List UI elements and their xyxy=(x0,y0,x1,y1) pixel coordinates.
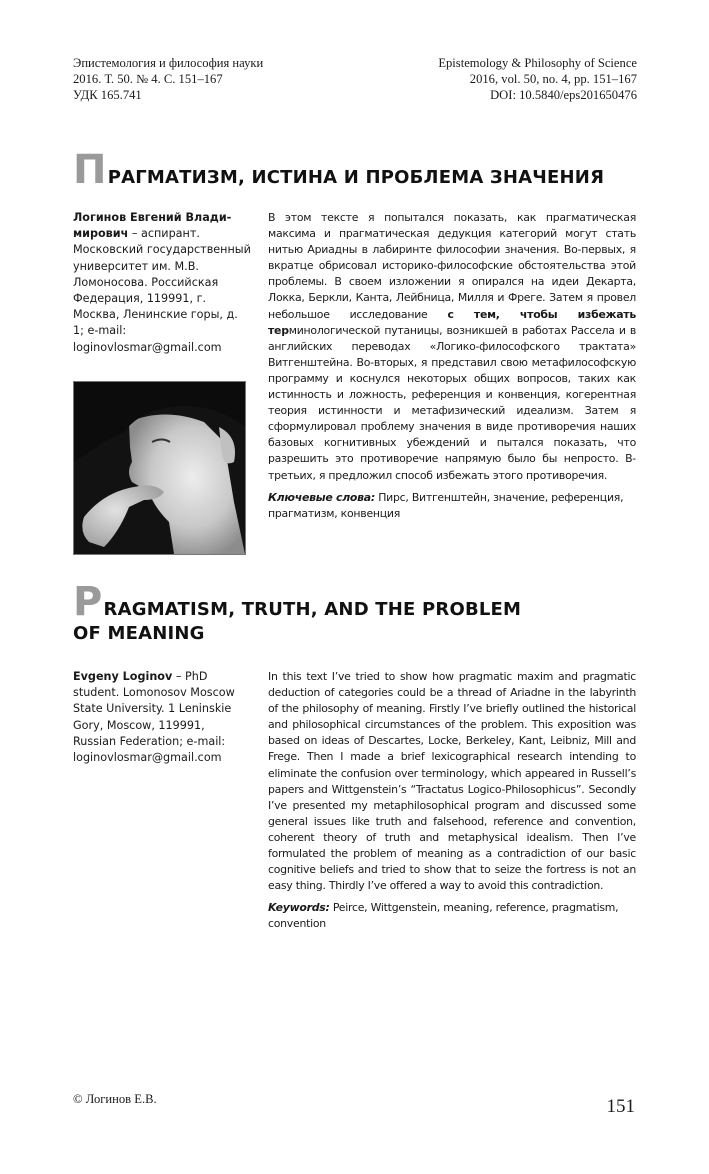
page-number: 151 xyxy=(606,1096,635,1117)
abstract-ru-bold: с тем, чтобы избежать тер xyxy=(268,307,636,337)
title-ru-initial: П xyxy=(73,147,107,193)
abstract-en-text: In this text I’ve tried to show how pragmatic maxim and pragmatic deduction of categories could be a thread of Ariadne in the labyrinth of the philosophy of meaning. Firstly I’ve briefly outlined the historical and philosophical circumstances of the problem. This exposition was based on ideas of Descartes, Locke, Berkeley, Kant, Leibniz, Mill and Frege. Then I made a brief lexicographical research intending to eliminate the confusion over terminology, which appeared in Russell’s papers and Wittgenstein’s “Tractatus Logico-Philosophicus”. Secondly I’ve presented my metaphilosophical program and discussed some general issues like truth and falsehood, reference and convention, coherent theory of truth and metaphysical idealism. Then I’ve formulated the problem of meaning as a contradiction of our basic cognitive beliefs and tried to show that to seize the fortress is not an easy thing. Thirdly I’ve offered a way to avoid this contradiction. xyxy=(268,670,636,893)
keywords-ru-list: Пирс, Витгенштейн, значение, референция, прагматизм, конвенция xyxy=(268,490,624,520)
author-affiliation-en: – PhD student. Lomonosov Moscow State University. 1 Leninskie Gory, Moscow, 119991, Russian Federation; e-mail: loginovlosmar@gmail.com xyxy=(73,670,235,765)
journal-title-ru: Эпистемология и философия науки xyxy=(73,56,264,70)
author-name-ru: Логинов Евгений Влади-мирович xyxy=(73,211,232,241)
udc-code: УДК 165.741 xyxy=(73,88,142,102)
doi[interactable]: DOI: 10.5840/eps201650476 xyxy=(490,88,637,102)
author-affiliation-ru: – аспирант. Московский государственный университет им. М.В. Ломоносова. Российская Федерация, 119991, г. Москва, Ленинские горы, д. 1; e-mail: loginovlosmar@gmail.com xyxy=(73,227,251,354)
title-ru-text: РАГМАТИЗМ, ИСТИНА И ПРОБЛЕМА ЗНАЧЕНИЯ xyxy=(107,167,605,188)
copyright: © Логинов Е.В. xyxy=(73,1092,157,1106)
title-ru xyxy=(73,147,605,193)
author-info-en xyxy=(73,669,251,766)
title-en xyxy=(73,579,522,647)
author-photo xyxy=(73,381,246,555)
abstract-en xyxy=(268,669,636,933)
abstract-ru xyxy=(268,210,636,522)
abstract-ru-part2: минологической путаницы, возникшей в работах Рассела и в английских переводах «Логико-философского трактата» Витгенштейна. Во-вторых, я представил свою метафилософскую программу и коснулся некоторых общих вопросов, таких как истинность и ложность, референция и конвенция, когерентная теория истинности и метафизический идеализм. Затем я сформулировал проблему значения в виде противоречия наших базовых когнитивных убеждений и пытался показать, что разрешить это противоречие напрямую было бы непросто. В-третьих, я предложил способ избежать этого противоречия. xyxy=(268,323,636,482)
title-en-line2: OF MEANING xyxy=(73,623,205,644)
header-right xyxy=(438,55,637,103)
issue-info-ru: 2016. Т. 50. № 4. С. 151–167 xyxy=(73,72,223,86)
abstract-ru-part1: В этом тексте я попытался показать, как прагматическая максима и прагматическая дедукция категорий могут стать нитью Ариадны в лабиринте философии значения. Во-первых, я вкратце обрисовал историко-философские обстоятельства этой проблемы. В своем изложении я опирался на идеи Декарта, Локка, Беркли, Канта, Лейбница, Милля и Фреге. Затем я провел небольшое исследование xyxy=(268,211,636,321)
issue-info-en: 2016, vol. 50, no. 4, pp. 151–167 xyxy=(469,72,637,86)
journal-title-en: Epistemology & Philosophy of Science xyxy=(438,56,637,70)
title-en-text: RAGMATISM, TRUTH, AND THE PROBLEM xyxy=(103,599,522,620)
abstract-ru-text xyxy=(268,210,636,484)
keywords-en xyxy=(268,900,636,932)
title-en-initial: P xyxy=(73,579,103,625)
portrait-image xyxy=(74,382,245,554)
keywords-ru-label: Ключевые слова: xyxy=(268,490,376,504)
keywords-en-label: Keywords: xyxy=(268,901,330,915)
author-info-ru xyxy=(73,210,251,356)
keywords-ru xyxy=(268,490,636,522)
keywords-en-list: Peirce, Wittgenstein, meaning, reference, pragmatism, convention xyxy=(268,901,619,931)
header-left xyxy=(73,55,263,103)
author-name-en: Evgeny Loginov xyxy=(73,670,173,683)
